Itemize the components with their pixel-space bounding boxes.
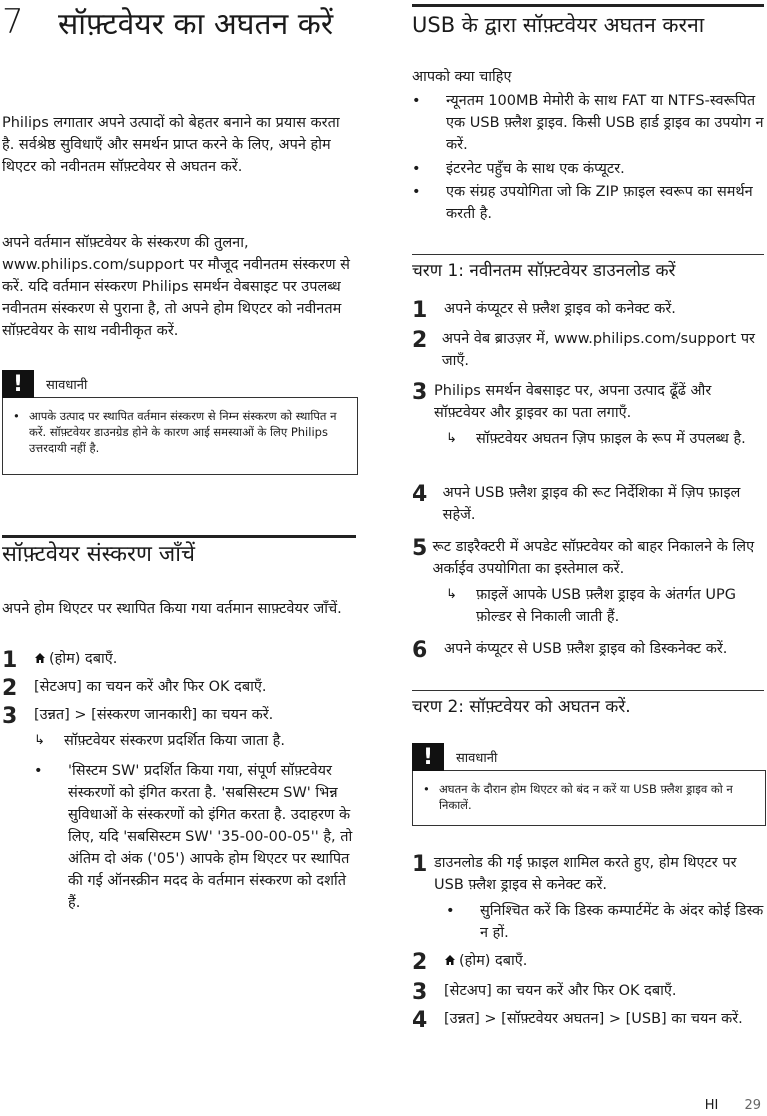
intro-paragraph-2: अपने वर्तमान सॉफ़्टवेयर के संस्करण की तुलना, www.philips.com/support पर मौजूद नवीनतम संस्करण से करें. यदि वर्तमान संस्करण Philips समर्थन वेबसाइट पर उपलब्ध नवीनतम संस्करण से पुराना है, तो अपने होम थिएटर को नवीनतम सॉफ़्टवेयर के साथ नवीनीकृत करें. bbox=[2, 235, 350, 339]
caution-box bbox=[412, 744, 766, 826]
arrow-right-icon: ↳ bbox=[34, 733, 45, 748]
subsection-divider bbox=[412, 254, 764, 255]
section-divider bbox=[412, 4, 764, 7]
bullet-icon: • bbox=[423, 782, 430, 796]
step-item bbox=[2, 704, 356, 730]
bullet-icon: • bbox=[13, 409, 20, 423]
caution-label: सावधानी bbox=[456, 751, 498, 766]
bullet-icon: • bbox=[34, 763, 43, 779]
caution-box bbox=[2, 371, 358, 475]
step-result bbox=[34, 730, 356, 752]
step-item bbox=[412, 980, 764, 1006]
step-item bbox=[412, 536, 764, 580]
step-text: [सेटअप] का चयन करें और फिर OK दबाएँ. bbox=[444, 983, 677, 999]
list-item bbox=[446, 900, 764, 944]
section-divider bbox=[2, 535, 356, 538]
step-item bbox=[412, 298, 764, 324]
caution-label: सावधानी bbox=[46, 378, 88, 393]
step-text: (होम) दबाएँ. bbox=[49, 651, 118, 667]
step-text: अपने USB फ़्लैश ड्राइव की रूट निर्देशिका में ज़िप फ़ाइल सहेजें. bbox=[442, 485, 741, 523]
list-item bbox=[412, 181, 764, 225]
list-item-text: एक संग्रह उपयोगिता जो कि ZIP फ़ाइल स्वरूप का समर्थन करती है. bbox=[446, 184, 753, 222]
step-number: 3 bbox=[412, 380, 428, 405]
chapter-number: 7 bbox=[2, 2, 24, 42]
list-item-text: न्यूनतम 100MB मेमोरी के साथ FAT या NTFS-स्वरूपित एक USB फ़्लैश ड्राइव. किसी USB हार्ड ड्राइव का उपयोग न करें. bbox=[446, 93, 764, 153]
step-number: 5 bbox=[412, 536, 428, 561]
list-item bbox=[412, 90, 764, 156]
intro-paragraph-1: Philips लगातार अपने उत्पादों को बेहतर बनाने का प्रयास करता है. सर्वश्रेष्ठ सुविधाएँ और समर्थन प्राप्त करने के लिए, अपने होम थिएटर को नवीनतम सॉफ़्टवेयर से अघतन करें. bbox=[2, 115, 340, 175]
step-text: [सेटअप] का चयन करें और फिर OK दबाएँ. bbox=[34, 679, 267, 695]
step-item bbox=[2, 676, 356, 702]
subsection-divider bbox=[412, 690, 764, 691]
list-item bbox=[34, 760, 356, 914]
step-result bbox=[446, 428, 764, 450]
step-item bbox=[412, 638, 764, 664]
step-item bbox=[412, 950, 764, 976]
bullet-icon: • bbox=[446, 903, 455, 919]
step-number: 1 bbox=[2, 648, 18, 673]
home-icon bbox=[444, 954, 456, 966]
warning-icon: ! bbox=[412, 743, 444, 771]
step-text: Philips समर्थन वेबसाइट पर, अपना उत्पाद ढूँढें और सॉफ़्टवेयर और ड्राइवर का पता लगाएँ. bbox=[434, 383, 712, 421]
bullet-icon: • bbox=[412, 161, 421, 177]
step-result bbox=[446, 584, 764, 628]
arrow-right-icon: ↳ bbox=[446, 587, 457, 602]
step-item bbox=[2, 648, 356, 674]
step-item bbox=[412, 328, 764, 372]
caution-text-row bbox=[13, 408, 349, 456]
step-number: 3 bbox=[412, 980, 428, 1005]
bullet-icon: • bbox=[412, 93, 421, 109]
step-text: अपने कंप्यूटर से फ़्लैश ड्राइव को कनेक्ट करें. bbox=[444, 301, 676, 317]
list-item bbox=[412, 158, 764, 180]
step-result-text: सॉफ़्टवेयर अघतन ज़िप फ़ाइल के रूप में उपलब्ध है. bbox=[476, 431, 746, 447]
caution-text: अघतन के दौरान होम थिएटर को बंद न करें या USB फ़्लैश ड्राइव को न निकालें. bbox=[439, 782, 733, 812]
step-number: 4 bbox=[412, 482, 428, 507]
step-text: रूट डाइरैक्टरी में अपडेट सॉफ़्टवेयर को बाहर निकालने के लिए अर्काईव उपयोगिता का इस्तेमाल करें. bbox=[432, 539, 755, 577]
subsection-title-download: चरण 1: नवीनतम सॉफ़्टवेयर डाउनलोड करें bbox=[412, 261, 676, 281]
chapter-title: सॉफ़्टवेयर का अघतन करें bbox=[58, 7, 334, 42]
step-number: 2 bbox=[412, 950, 428, 975]
step-number: 2 bbox=[412, 328, 428, 353]
arrow-right-icon: ↳ bbox=[446, 431, 457, 446]
step-item bbox=[412, 852, 764, 896]
step-text: अपने वेब ब्राउज़र में, www.philips.com/support पर जाएँ. bbox=[441, 331, 755, 369]
needs-heading: आपको क्या चाहिए bbox=[412, 69, 512, 85]
section-title-check-version: सॉफ़्टवेयर संस्करण जाँचें bbox=[2, 542, 195, 567]
list-item-text: सुनिश्चित करें कि डिस्क कम्पार्टमेंट के अंदर कोई डिस्क न हों. bbox=[480, 903, 764, 941]
step-item bbox=[412, 380, 764, 424]
step-text: डाउनलोड की गई फ़ाइल शामिल करते हुए, होम थिएटर पर USB फ़्लैश ड्राइव से कनेक्ट करें. bbox=[434, 855, 737, 893]
step-item bbox=[412, 482, 764, 526]
subsection-title-update: चरण 2: सॉफ़्टवेयर को अघतन करें. bbox=[412, 697, 631, 717]
step-number: 2 bbox=[2, 676, 18, 701]
page-number: 29 bbox=[744, 1098, 761, 1113]
language-code: HI bbox=[704, 1098, 719, 1113]
warning-icon: ! bbox=[2, 370, 34, 398]
step-number: 1 bbox=[412, 852, 428, 877]
list-item-text: 'सिस्टम SW' प्रदर्शित किया गया, संपूर्ण सॉफ़्टवेयर संस्करणों को इंगित करता है. 'सबसिस्टम SW' भिन्न सुविधाओं के संस्करणों को इंगित करता है. उदाहरण के लिए, यदि 'सबसिस्टम SW' '35-00-00-05'' है, तो अंतिम दो अंक ('05') आपके होम थिएटर पर स्थापित की गई ऑनस्क्रीन मदद के वर्तमान संस्करण को दर्शाते हैं. bbox=[68, 763, 353, 911]
caution-header bbox=[2, 370, 87, 398]
step-number: 3 bbox=[2, 704, 18, 729]
bullet-icon: • bbox=[412, 184, 421, 200]
step-text: [उन्नत] > [संस्करण जानकारी] का चयन करें. bbox=[34, 707, 274, 723]
home-icon bbox=[34, 652, 46, 664]
step-text: [उन्नत] > [सॉफ़्टवेयर अघतन] > [USB] का चयन करें. bbox=[444, 1011, 743, 1027]
chapter-heading bbox=[2, 2, 358, 48]
step-result-text: फ़ाइलें आपके USB फ़्लैश ड्राइव के अंतर्गत UPG फ़ोल्डर से निकाली जाती हैं. bbox=[476, 587, 736, 625]
list-item-text: इंटरनेट पहुँच के साथ एक कंप्यूटर. bbox=[446, 161, 625, 177]
step-text: (होम) दबाएँ. bbox=[459, 953, 528, 969]
step-number: 1 bbox=[412, 298, 428, 323]
section-intro: अपने होम थिएटर पर स्थापित किया गया वर्तमान साफ़्टवेयर जाँचें. bbox=[2, 601, 342, 617]
step-number: 4 bbox=[412, 1008, 428, 1033]
step-text: अपने कंप्यूटर से USB फ़्लैश ड्राइव को डिस्कनेक्ट करें. bbox=[444, 641, 728, 657]
step-result-text: सॉफ़्टवेयर संस्करण प्रदर्शित किया जाता है. bbox=[64, 733, 285, 749]
caution-text: आपके उत्पाद पर स्थापित वर्तमान संस्करण से निम्न संस्करण को स्थापित न करें. सॉफ़्टवेयर डाउनग्रेड होने के कारण आई समस्याओं के लिए Philips उत्तरदायी नहीं है. bbox=[29, 409, 337, 455]
caution-header bbox=[412, 743, 497, 771]
caution-text-row bbox=[423, 781, 757, 813]
section-title-usb-update: USB के द्वारा सॉफ़्टवेयर अघतन करना bbox=[412, 13, 705, 37]
step-number: 6 bbox=[412, 638, 428, 663]
step-item bbox=[412, 1008, 764, 1034]
page-footer bbox=[705, 1098, 761, 1113]
